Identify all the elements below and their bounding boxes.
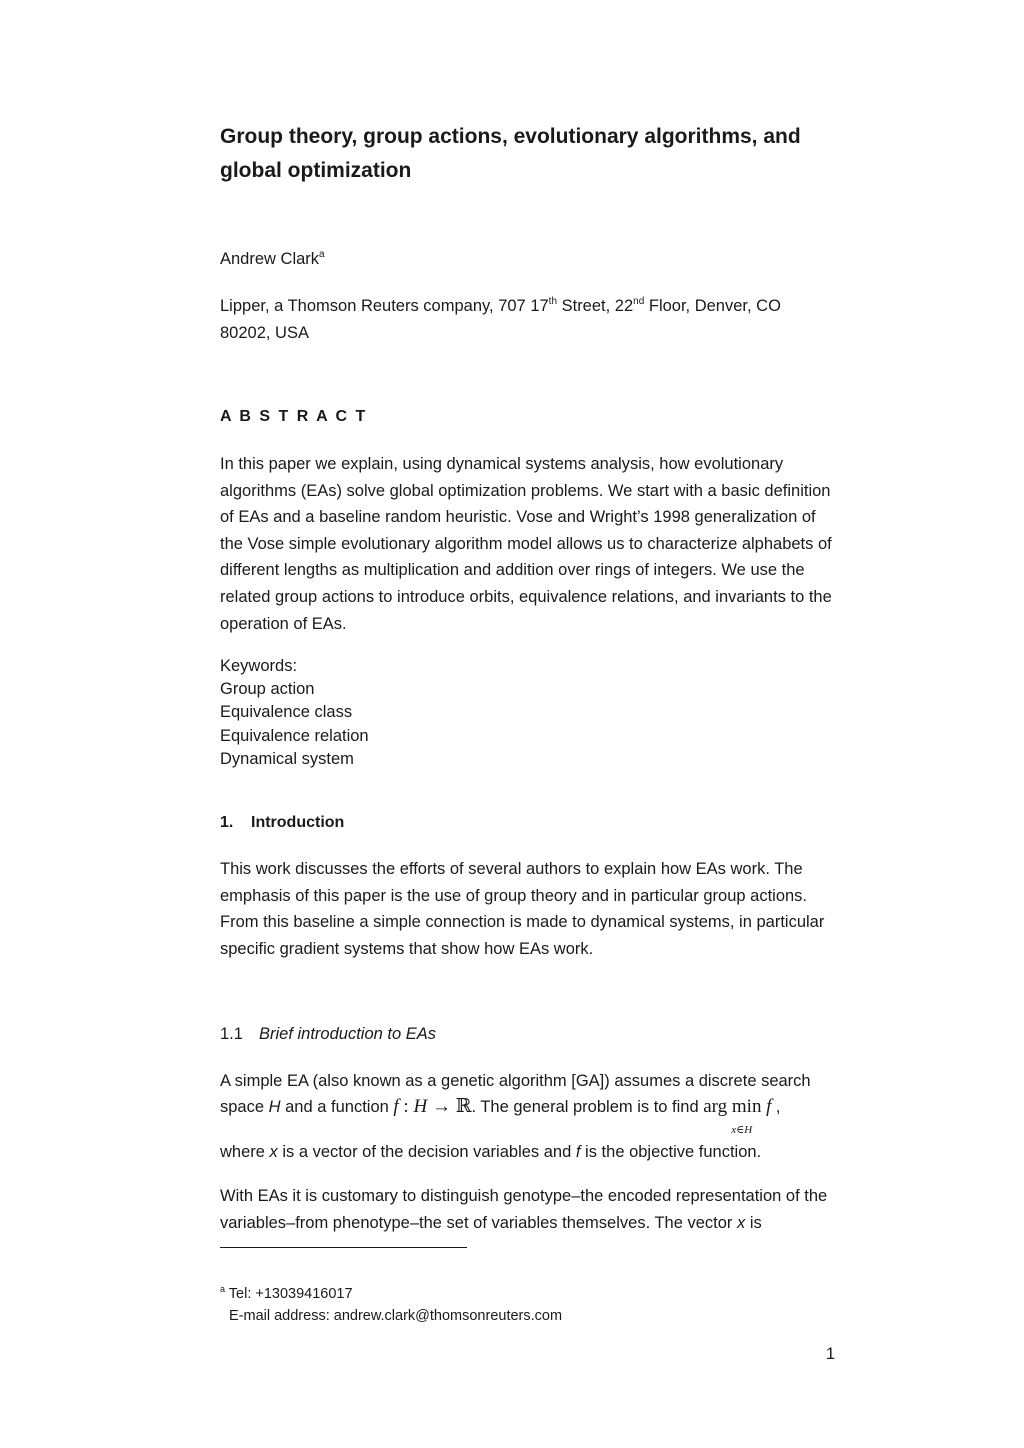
section-number: 1. [220,814,234,831]
author-marker: a [319,249,325,260]
var-f: f [575,1143,581,1161]
keywords-label: Keywords: [220,657,298,675]
affiliation-sup2: nd [633,296,645,307]
keyword-item: Equivalence relation [220,726,369,745]
argmin-expression [703,1094,772,1136]
abstract-text: In this paper we explain, using dynamical systems analysis, how evolutionary algorithms (EAs) solve global optimization problems. We start with a basic definition of EAs and a baseline random heuristic. Vose and Wright’s 1998 generalization of the Vose simple evolutionary algorithm model allows us to characterize alphabets of different lengths as multiplication and addition over rings of integers. We use the related group actions to introduce orbits, equivalence relations, and invariants to the operation of EAs. [220,455,832,633]
affiliation-sup1: th [548,296,558,307]
affiliation-part1: Lipper, a Thomson Reuters company, 707 17 [220,297,549,315]
math-subscript: x∈H [731,1124,753,1136]
text-run: is the objective function. [580,1143,762,1161]
introduction-text: This work discusses the efforts of several authors to explain how EAs work. The emphasis of this paper is the use of group theory and in particular group actions. From this baseline a simple connection is made to dynamical systems, in particular specific gradient systems that show how EAs work. [220,860,825,958]
footnote [220,1278,562,1327]
var-H: H [268,1098,281,1116]
text-run: is [745,1213,762,1232]
ea-paragraph-3 [220,1183,840,1236]
abstract-heading: A B S T R A C T [220,408,368,425]
footnote-tel [220,1278,562,1305]
keywords-block [220,655,369,771]
text-run: where [220,1143,270,1161]
subsection-heading [220,1025,436,1044]
affiliation-part3: Floor, Denver, CO [644,297,781,315]
keyword-item: Equivalence class [220,703,353,722]
affiliation [220,293,830,346]
text-run: . The general problem is to find [471,1098,704,1116]
math-H: H [413,1096,428,1117]
ea-paragraph-line2 [220,1094,840,1136]
text-run: is a vector of the decision variables and [277,1143,576,1161]
keyword-item: Dynamical system [220,749,354,768]
math-f2: f [766,1096,772,1117]
text-run: and a function [280,1098,394,1116]
footnote-marker: a [220,1284,226,1294]
author-line [220,250,325,269]
author-name: Andrew Clark [220,250,320,268]
ea-paragraph-2 [220,1139,840,1166]
subsection-title: Brief introduction to EAs [259,1025,437,1043]
ea-paragraph-line1: A simple EA (also known as a genetic algorithm [GA]) assumes a discrete search [220,1072,811,1090]
var-x: x [736,1213,746,1232]
paper-title: Group theory, group actions, evolutionary algorithms, and global optimization [220,125,801,182]
math-argmin: arg min [703,1096,762,1117]
math-arrow-reals: → ℝ [427,1096,472,1117]
math-f: f [393,1096,399,1117]
footnote-divider [220,1247,467,1248]
subsection-number: 1.1 [220,1025,243,1043]
affiliation-line2: 80202, USA [220,323,309,342]
page-number: 1 [825,1345,835,1363]
text-run: space [220,1098,269,1116]
math-colon: : [398,1096,414,1117]
keyword-item: Group action [220,680,315,699]
text-run: With EAs it is customary to distinguish genotype–the encoded representation of the variables–from phenotype–the set of variables themselves. The vector [220,1187,828,1232]
affiliation-part2: Street, 22 [557,297,634,315]
var-x: x [269,1143,278,1161]
text-run: , [771,1098,781,1116]
section-title: Introduction [251,814,345,831]
footnote-email: E-mail address: andrew.clark@thomsonreuters.com [229,1308,563,1324]
section-heading-introduction [220,814,344,832]
footnote-tel-text: Tel: +13039416017 [225,1286,353,1302]
